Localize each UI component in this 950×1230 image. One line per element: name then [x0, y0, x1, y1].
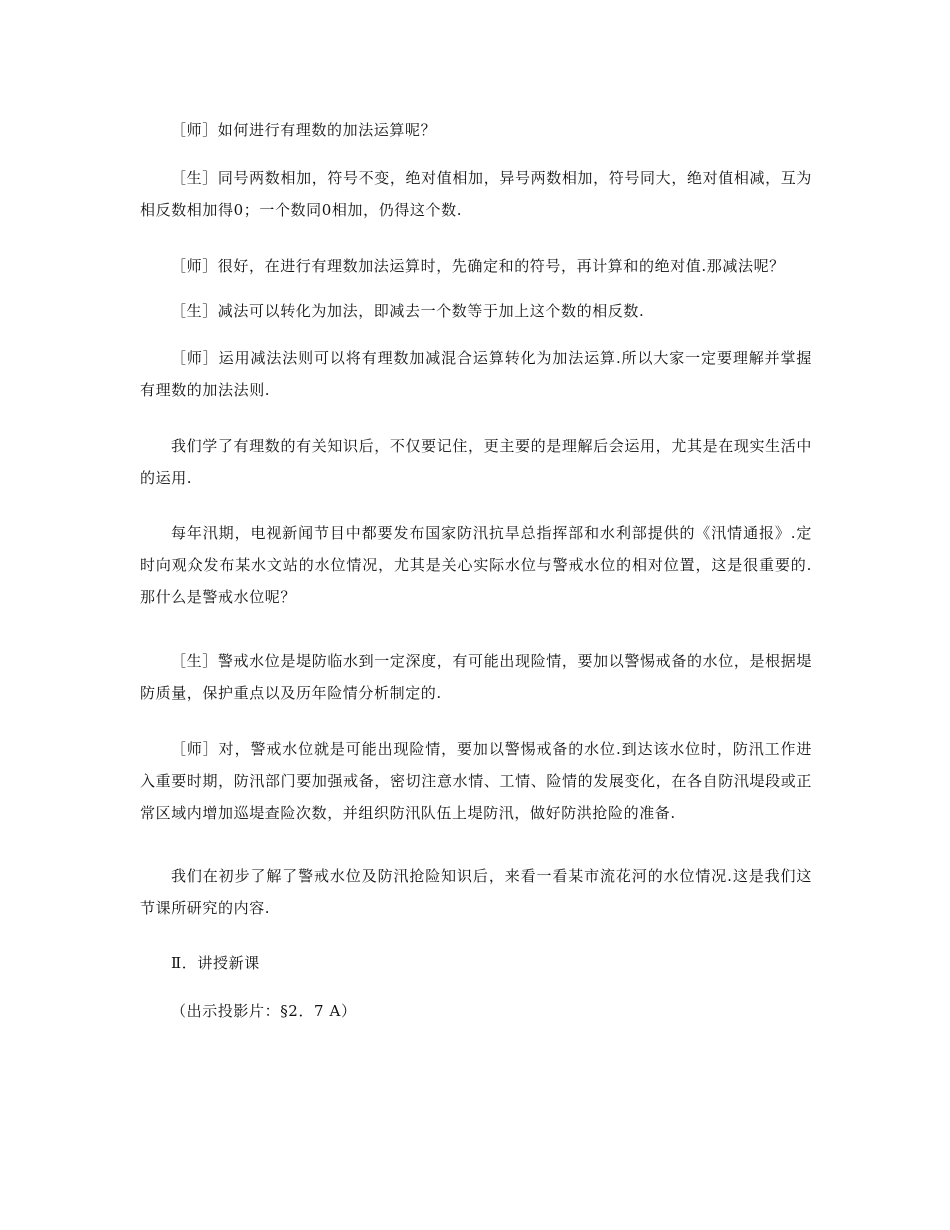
paragraph-teacher-subtraction-question: ［师］很好，在进行有理数加法运算时，先确定和的符号，再计算和的绝对值.那减法呢？: [171, 257, 785, 275]
paragraph-student-warning-level: ［生］警戒水位是堤防临水到一定深度，有可能出现险情，要加以警惕戒备的水位，是根据堤防质量，保护重点以及历年险情分析制定的.: [140, 652, 812, 702]
section-heading-new-lesson: Ⅱ．讲授新课: [171, 954, 260, 972]
paragraph-real-life-application: 我们学了有理数的有关知识后，不仅要记住，更主要的是理解后会运用，尤其是在现实生活中的运用.: [140, 437, 812, 487]
paragraph-river-water-level-intro: 我们在初步了解了警戒水位及防汛抢险知识后，来看一看某市流花河的水位情况.这是我们这节课所研究的内容.: [140, 867, 812, 917]
paragraph-student-subtraction-rule: ［生］减法可以转化为加法，即减去一个数等于加上这个数的相反数.: [171, 302, 645, 320]
paragraph-teacher-question-addition: ［师］如何进行有理数的加法运算呢？: [171, 121, 437, 139]
paragraph-teacher-mixed-operations: ［师］运用减法法则可以将有理数加减混合运算转化为加法运算.所以大家一定要理解并掌握有理数的加法法则.: [140, 349, 812, 399]
paragraph-teacher-warning-level: ［师］对，警戒水位就是可能出现险情，要加以警惕戒备的水位.到达该水位时，防汛工作进入重要时期，防汛部门要加强戒备，密切注意水情、工情、险情的发展变化，在各自防汛堤段或正常区域内增加巡堤查险次数，并组织防汛队伍上堤防汛，做好防洪抢险的准备.: [140, 740, 812, 822]
paragraph-student-addition-rule: ［生］同号两数相加，符号不变，绝对值相加，异号两数相加，符号同大，绝对值相减，互为相反数相加得0；一个数同0相加，仍得这个数.: [140, 169, 812, 219]
paragraph-flood-report: 每年汛期，电视新闻节目中都要发布国家防汛抗旱总指挥部和水利部提供的《汛情通报》.定时向观众发布某水文站的水位情况，尤其是关心实际水位与警戒水位的相对位置，这是很重要的.那什么是警戒水位呢？: [140, 524, 812, 606]
paragraph-show-slide: （出示投影片：§2．7 A）: [171, 1002, 357, 1020]
